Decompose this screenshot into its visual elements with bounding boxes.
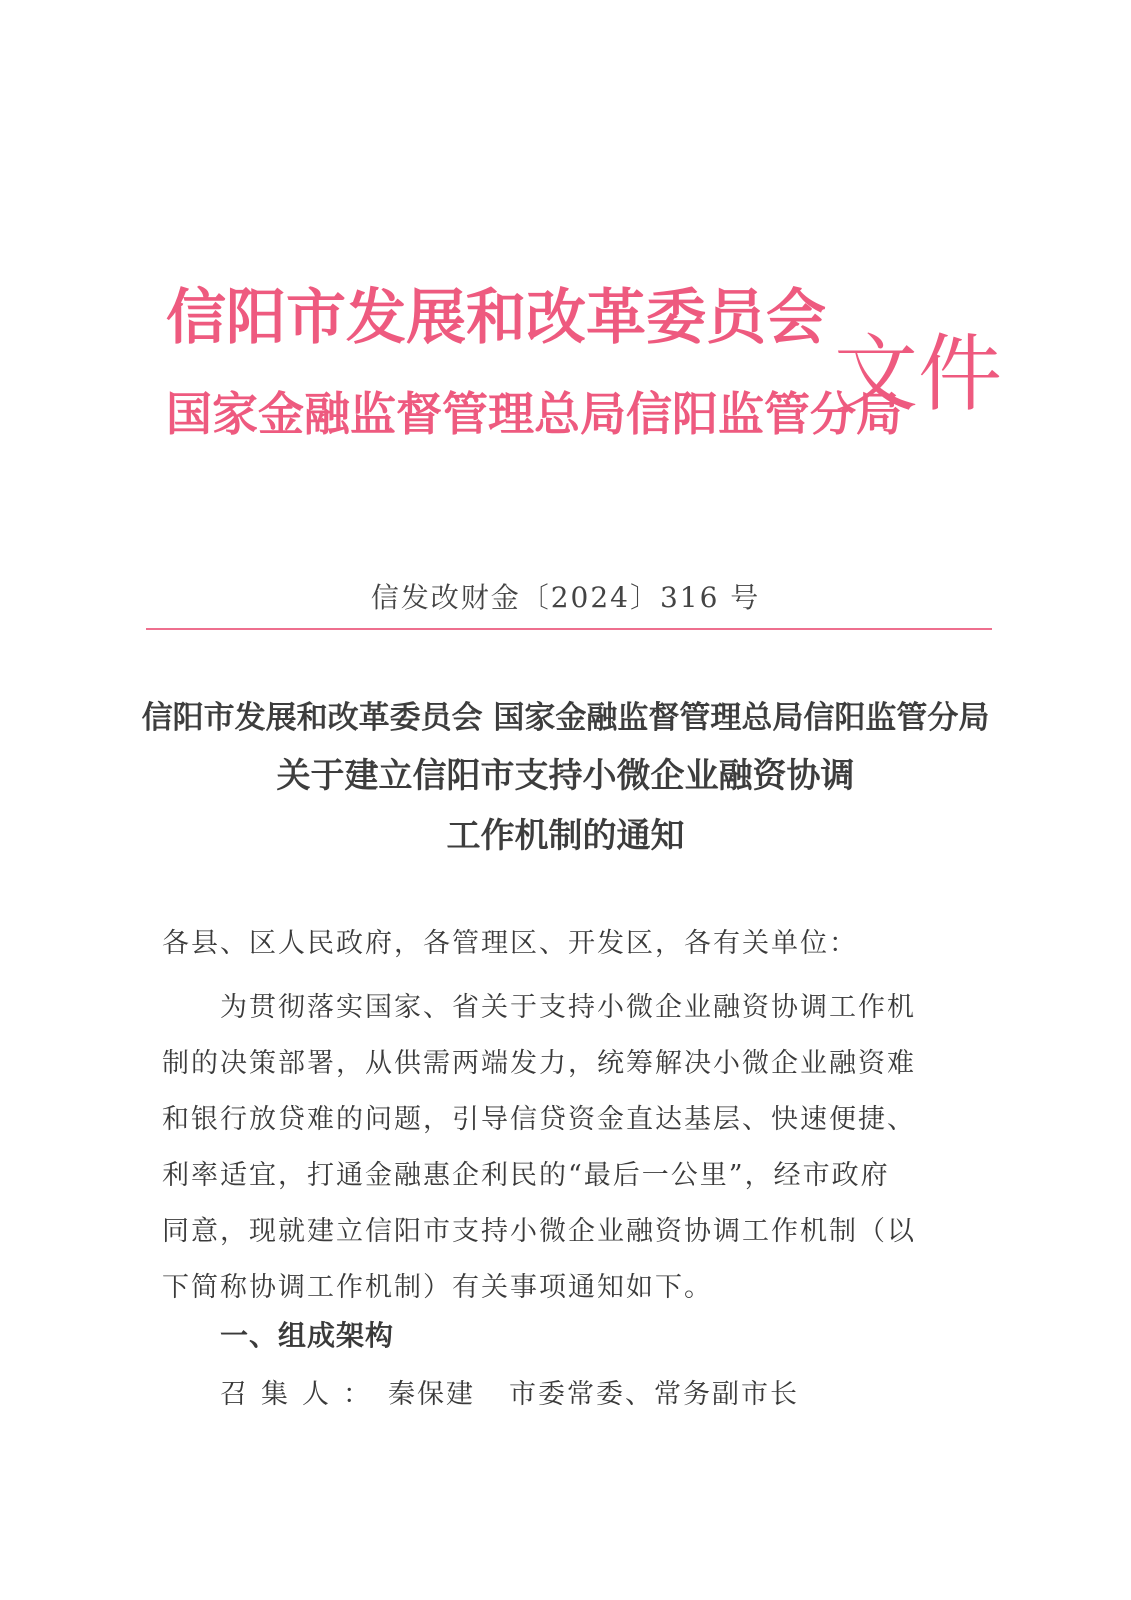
salutation: 各县、区人民政府，各管理区、开发区，各有关单位： (162, 928, 858, 959)
convener-label: 召集人： (220, 1379, 384, 1410)
paragraph-line: 制的决策部署，从供需两端发力，统筹解决小微企业融资难 (162, 1048, 916, 1079)
paragraph-line: 和银行放贷难的问题，引导信贷资金直达基层、快速便捷、 (162, 1104, 916, 1135)
section-heading: 一、组成架构 (220, 1319, 395, 1352)
issuer-name-1: 信阳市发展和改革委员会 (166, 283, 826, 353)
title-line-3: 工作机制的通知 (446, 816, 685, 856)
paragraph-line: 利率适宜，打通金融惠企利民的“最后一公里”，经市政府 (162, 1160, 890, 1191)
convener-line (220, 1372, 799, 1411)
title-line-1: 信阳市发展和改革委员会 国家金融监督管理总局信阳监管分局 (141, 700, 990, 736)
paragraph-line: 同意，现就建立信阳市支持小微企业融资协调工作机制（以 (162, 1216, 916, 1247)
red-divider (146, 628, 992, 630)
paragraph-line: 为贯彻落实国家、省关于支持小微企业融资协调工作机 (162, 992, 916, 1023)
document-title (0, 690, 1131, 866)
paragraph-line: 下简称协调工作机制）有关事项通知如下。 (162, 1272, 713, 1303)
body-paragraph (162, 980, 952, 1316)
convener-position: 市委常委、常务副市长 (509, 1379, 799, 1410)
document-word: 文件 (834, 325, 1003, 423)
red-header (166, 280, 1026, 480)
title-line-2: 关于建立信阳市支持小微企业融资协调 (276, 756, 855, 796)
document-number: 信发改财金〔2024〕316 号 (370, 581, 761, 614)
convener-name: 秦保建 (388, 1379, 475, 1410)
issuer-name-2: 国家金融监督管理总局信阳监管分局 (166, 387, 902, 441)
